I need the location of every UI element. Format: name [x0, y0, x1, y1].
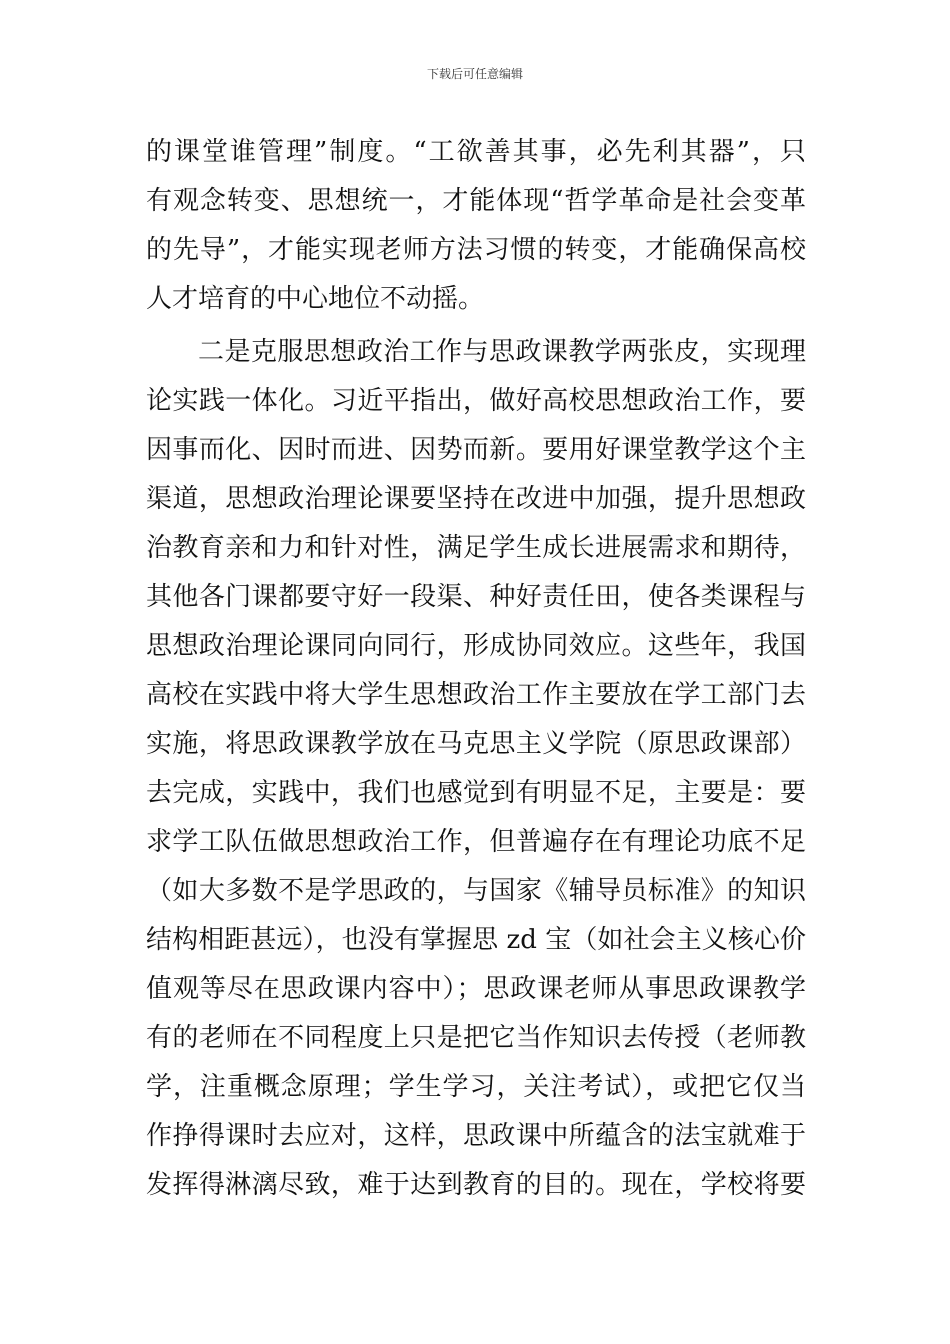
text-line: 发挥得淋漓尽致，难于达到教育的目的。现在，学校将要	[146, 1170, 806, 1200]
text-line: 去完成，实践中，我们也感觉到有明显不足，主要是：要	[146, 778, 806, 808]
paragraph-1	[146, 128, 806, 324]
text-line: 人才培育的中心地位不动摇。	[146, 284, 485, 314]
text-line: 作挣得课时去应对，这样，思政课中所蕴含的法宝就难于	[146, 1121, 806, 1151]
text-line: 结构相距甚远），也没有掌握思 zd 宝（如社会主义核心价	[146, 925, 806, 955]
text-line: 二是克服思想政治工作与思政课教学两张皮，实现理	[198, 337, 806, 367]
text-line: 值观等尽在思政课内容中）；思政课老师从事思政课教学	[146, 974, 806, 1004]
text-line: 渠道，思想政治理论课要坚持在改进中加强，提升思想政	[146, 484, 806, 514]
text-line: 学，注重概念原理；学生学习，关注考试），或把它仅当	[146, 1072, 806, 1102]
text-line: 实施，将思政课教学放在马克思主义学院（原思政课部）	[146, 729, 806, 759]
text-line: 思想政治理论课同向同行，形成协同效应。这些年，我国	[146, 631, 806, 661]
text-line: 的先导”，才能实现老师方法习惯的转变，才能确保高校	[146, 235, 806, 265]
text-line: 的课堂谁管理”制度。“工欲善其事，必先利其器”，只	[146, 137, 806, 167]
paragraph-2	[146, 328, 806, 1210]
text-line: （如大多数不是学思政的，与国家《辅导员标准》的知识	[146, 876, 806, 906]
text-line: 求学工队伍做思想政治工作，但普遍存在有理论功底不足	[146, 827, 806, 857]
text-line: 有观念转变、思想统一，才能体现“哲学革命是社会变革	[146, 186, 806, 216]
text-line: 治教育亲和力和针对性，满足学生成长进展需求和期待，	[146, 533, 806, 563]
text-line: 高校在实践中将大学生思想政治工作主要放在学工部门去	[146, 680, 806, 710]
text-line: 其他各门课都要守好一段渠、种好责任田，使各类课程与	[146, 582, 806, 612]
document-body	[146, 128, 806, 1210]
text-line: 有的老师在不同程度上只是把它当作知识去传授（老师教	[146, 1023, 806, 1053]
page-header: 下载后可任意编辑	[426, 67, 523, 81]
text-line: 论实践一体化。习近平指出，做好高校思想政治工作，要	[146, 386, 806, 416]
text-line: 因事而化、因时而进、因势而新。要用好课堂教学这个主	[146, 435, 806, 465]
